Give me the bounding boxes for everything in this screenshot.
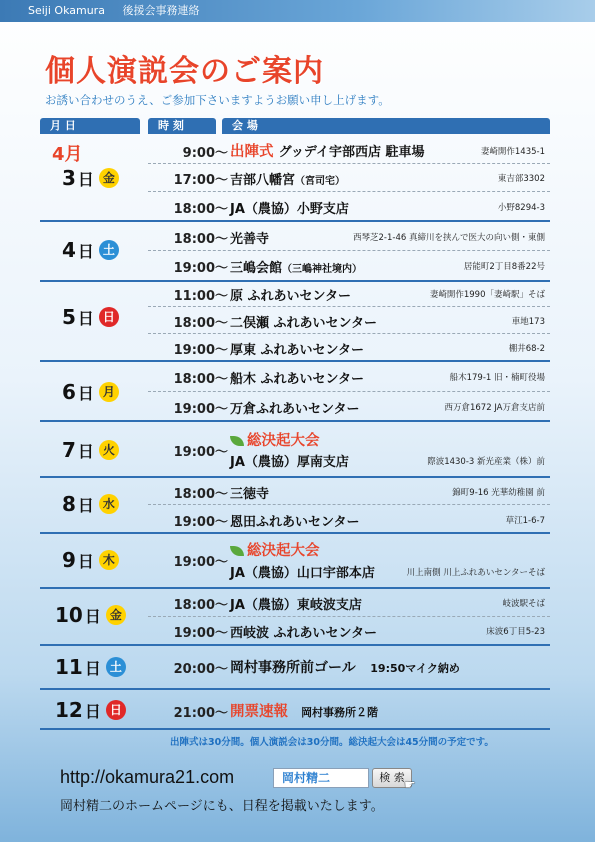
day-label xyxy=(62,380,119,404)
day-label xyxy=(62,238,119,262)
row-event xyxy=(230,539,320,560)
venue-note: 19:50マイク納め xyxy=(370,662,460,675)
row-divider xyxy=(148,191,550,192)
venue-name: 三嶋会館 xyxy=(230,261,283,276)
day-separator xyxy=(40,280,550,282)
leaf-icon xyxy=(230,546,244,556)
day-suffix: 日 xyxy=(77,441,94,461)
event-label: 出陣式 xyxy=(230,144,274,160)
row-divider xyxy=(148,163,550,164)
weekday-badge: 金 xyxy=(99,168,119,188)
row-venue: 船木 ふれあいセンター xyxy=(230,372,365,387)
row-time: 18:00～ xyxy=(173,202,228,217)
row-address: 床波6丁目5-23 xyxy=(486,627,545,637)
row-address: 際波1430-3 新光産業（株）前 xyxy=(427,457,545,467)
event-label: 開票速報 xyxy=(230,704,288,720)
venue-note: （宮司宅） xyxy=(295,176,346,187)
month-label: 4月 xyxy=(52,144,83,165)
row-divider xyxy=(148,250,550,251)
weekday-badge: 日 xyxy=(106,700,126,720)
row-time: 19:00～ xyxy=(173,555,228,570)
page-subtitle: お誘い合わせのうえ、ご参加下さいますようお願い申し上げます。 xyxy=(45,93,390,107)
day-separator xyxy=(40,220,550,222)
day-suffix: 日 xyxy=(77,169,94,189)
row-time: 18:00～ xyxy=(173,316,228,331)
event-label: 総決起大会 xyxy=(247,433,320,449)
row-divider xyxy=(148,391,550,392)
weekday-badge: 月 xyxy=(99,382,119,402)
row-address: 居能町2丁目8番22号 xyxy=(463,262,545,272)
weekday-badge: 木 xyxy=(99,550,119,570)
row-event xyxy=(230,429,320,450)
weekday-badge: 土 xyxy=(106,657,126,677)
day-number: 8 xyxy=(62,492,76,516)
row-time: 19:00～ xyxy=(173,515,228,530)
row-address: 西琴芝2-1-46 真締川を挟んで医大の向い側・東側 xyxy=(353,233,545,243)
search-button[interactable]: 検 索 xyxy=(372,768,412,788)
weekday-badge: 水 xyxy=(99,494,119,514)
row-divider xyxy=(148,333,550,334)
row-venue: 恩田ふれあいセンター xyxy=(230,515,360,530)
row-venue xyxy=(230,700,378,721)
day-number: 3 xyxy=(62,166,76,190)
row-time: 19:00～ xyxy=(173,626,228,641)
row-divider xyxy=(148,616,550,617)
row-address: 船木179-1 旧・楠町役場 xyxy=(449,373,545,383)
day-label xyxy=(62,492,119,516)
candidate-name: Seiji Okamura xyxy=(28,4,105,17)
org-label: 後援会事務連絡 xyxy=(122,4,200,17)
day-label xyxy=(55,655,126,679)
day-suffix: 日 xyxy=(84,701,101,721)
day-separator xyxy=(40,728,550,730)
row-address: 棚井68-2 xyxy=(508,344,545,354)
row-time: 18:00～ xyxy=(173,232,228,247)
day-suffix: 日 xyxy=(84,606,101,626)
row-address: 妻崎開作1990「妻崎駅」そば xyxy=(429,290,545,300)
row-venue: 万倉ふれあいセンター xyxy=(230,402,360,417)
row-venue: 光善寺 xyxy=(230,232,270,247)
day-suffix: 日 xyxy=(77,495,94,515)
day-number: 4 xyxy=(62,238,76,262)
row-time: 19:00～ xyxy=(173,445,228,460)
day-label xyxy=(55,698,126,722)
row-time: 18:00～ xyxy=(173,372,228,387)
row-time: 18:00～ xyxy=(173,487,228,502)
row-venue xyxy=(230,657,460,677)
row-venue: JA（農協）厚南支店 xyxy=(230,455,349,470)
top-bar xyxy=(0,0,595,22)
row-address: 妻崎開作1435-1 xyxy=(480,147,545,157)
row-venue: 原 ふれあいセンター xyxy=(230,289,352,304)
row-address: 川上南側 川上ふれあいセンターそば xyxy=(406,568,545,578)
row-address: 草江1-6-7 xyxy=(505,516,545,526)
page-title: 個人演説会のご案内 xyxy=(45,54,324,89)
row-address: 東吉部3302 xyxy=(497,174,545,184)
weekday-badge: 金 xyxy=(106,605,126,625)
day-separator xyxy=(40,532,550,534)
day-number: 11 xyxy=(55,655,83,679)
row-venue xyxy=(230,169,345,188)
weekday-badge: 土 xyxy=(99,240,119,260)
row-time: 9:00～ xyxy=(182,146,228,161)
day-suffix: 日 xyxy=(77,551,94,571)
venue-name: グッデイ宇部西店 駐車場 xyxy=(278,145,425,160)
event-label: 総決起大会 xyxy=(247,543,320,559)
footnote: 出陣式は30分間。個人演説会は30分間。総決起大会は45分間の予定です。 xyxy=(170,737,494,748)
day-label xyxy=(55,603,126,627)
leaf-icon xyxy=(230,436,244,446)
search-input[interactable]: 岡村精二 xyxy=(273,768,369,788)
row-time: 19:00～ xyxy=(173,402,228,417)
venue-name: 吉部八幡宮 xyxy=(230,173,296,188)
row-time: 18:00～ xyxy=(173,598,228,613)
day-suffix: 日 xyxy=(77,241,94,261)
col-header-venue: 会 場 xyxy=(222,118,550,134)
day-suffix: 日 xyxy=(84,658,101,678)
pointer-cursor-icon: ☛ xyxy=(404,778,416,793)
day-separator xyxy=(40,476,550,478)
day-number: 10 xyxy=(55,603,83,627)
row-address: 岐波駅そば xyxy=(502,599,545,609)
row-venue xyxy=(230,257,362,276)
row-time: 19:00～ xyxy=(173,261,228,276)
row-venue: JA（農協）山口宇部本店 xyxy=(230,566,375,581)
homepage-note: 岡村精二のホームページにも、日程を掲載いたします。 xyxy=(60,799,384,814)
day-separator xyxy=(40,688,550,690)
row-divider xyxy=(148,306,550,307)
row-venue: JA（農協）小野支店 xyxy=(230,202,349,217)
day-label xyxy=(62,438,119,462)
day-label xyxy=(62,166,119,190)
row-venue: 西岐波 ふれあいセンター xyxy=(230,626,378,641)
row-address: 小野8294-3 xyxy=(497,203,545,213)
row-time: 11:00～ xyxy=(173,289,228,304)
row-time: 19:00～ xyxy=(173,343,228,358)
row-venue: 二俣瀬 ふれあいセンター xyxy=(230,316,378,331)
day-number: 6 xyxy=(62,380,76,404)
day-number: 7 xyxy=(62,438,76,462)
venue-note: 岡村事務所２階 xyxy=(301,706,379,719)
day-number: 9 xyxy=(62,548,76,572)
col-header-time: 時 刻 xyxy=(148,118,216,134)
weekday-badge: 火 xyxy=(99,440,119,460)
row-venue: JA（農協）東岐波支店 xyxy=(230,598,362,613)
day-separator xyxy=(40,644,550,646)
day-separator xyxy=(40,420,550,422)
day-separator xyxy=(40,360,550,362)
venue-note: （三嶋神社境内） xyxy=(282,264,363,275)
row-address: 西万倉1672 JA万倉支店前 xyxy=(444,403,545,413)
day-number: 12 xyxy=(55,698,83,722)
row-venue xyxy=(230,140,425,161)
day-suffix: 日 xyxy=(77,308,94,328)
day-separator xyxy=(40,587,550,589)
day-label xyxy=(62,548,119,572)
row-venue: 三徳寺 xyxy=(230,487,270,502)
row-time: 17:00～ xyxy=(173,173,228,188)
day-label xyxy=(62,305,119,329)
row-address: 錦町9-16 光華幼稚園 前 xyxy=(452,488,545,498)
weekday-badge: 日 xyxy=(99,307,119,327)
day-suffix: 日 xyxy=(77,383,94,403)
col-header-day: 月 日 xyxy=(40,118,140,134)
day-number: 5 xyxy=(62,305,76,329)
venue-name: 岡村事務所前ゴール xyxy=(230,660,356,676)
row-time: 20:00～ xyxy=(173,662,228,677)
row-divider xyxy=(148,504,550,505)
row-address: 車地173 xyxy=(511,317,545,327)
row-venue: 厚東 ふれあいセンター xyxy=(230,343,365,358)
row-time: 21:00～ xyxy=(173,706,228,721)
website-url[interactable]: http://okamura21.com xyxy=(60,767,235,787)
